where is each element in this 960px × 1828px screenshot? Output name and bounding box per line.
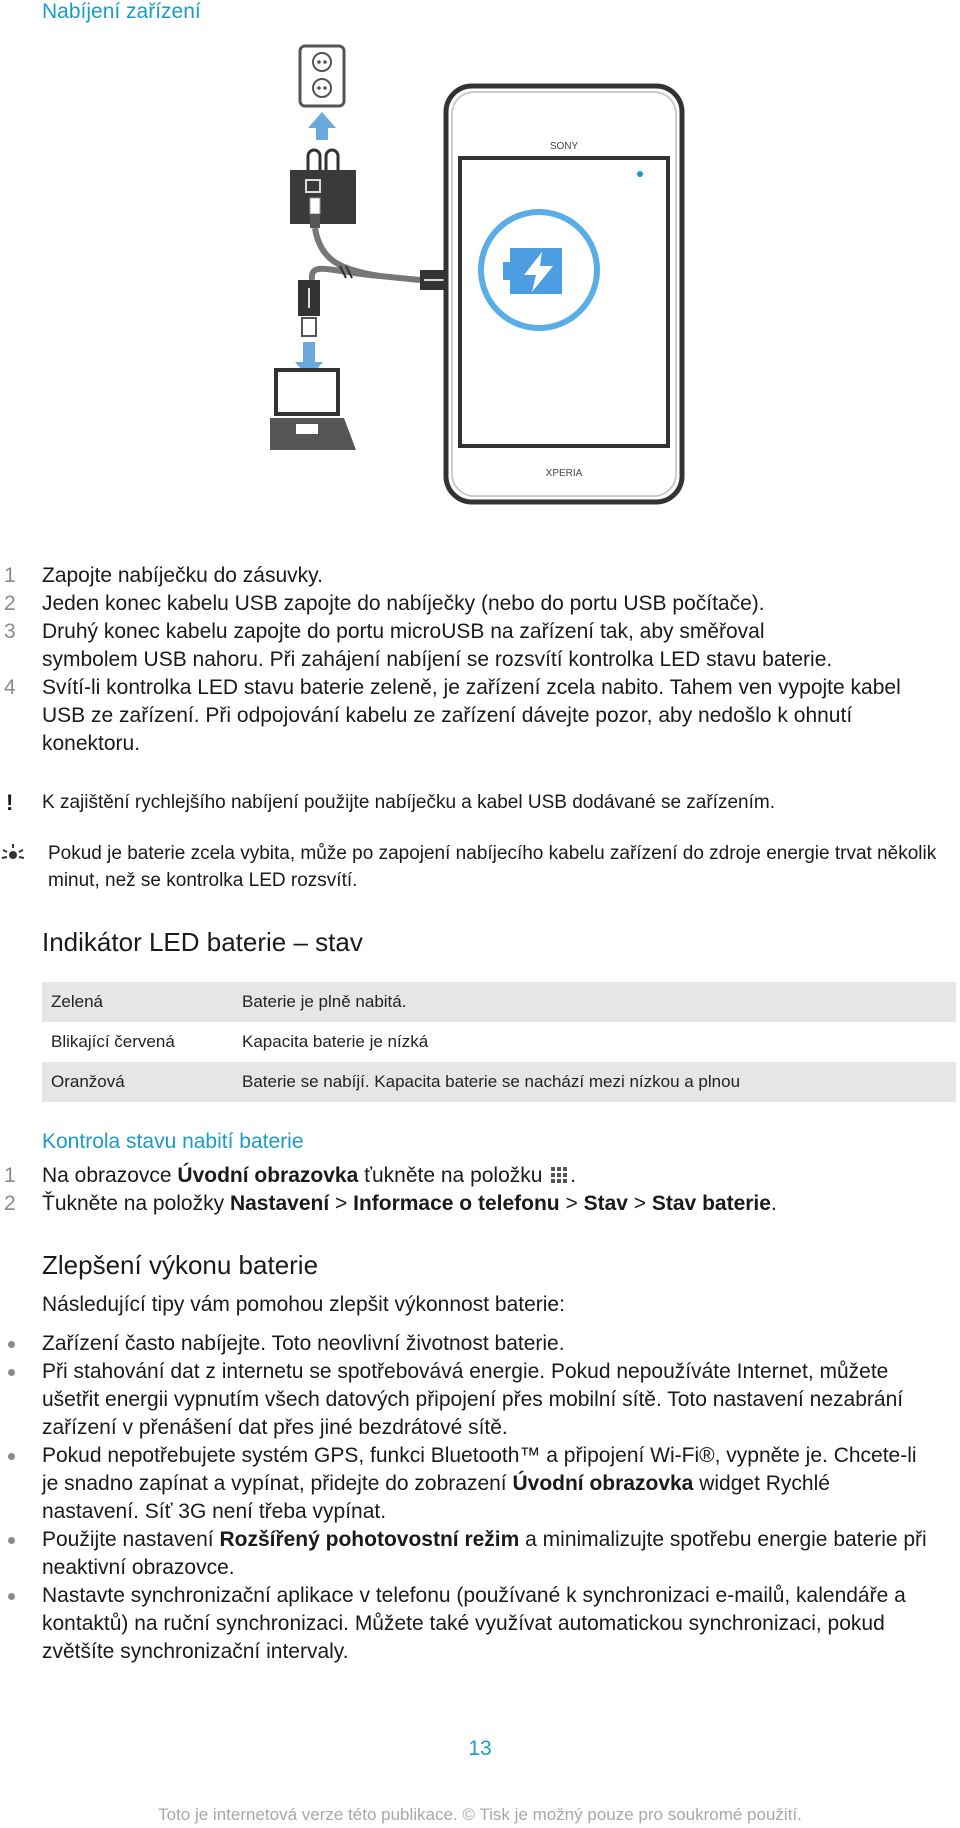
section-title: Nabíjení zařízení [42, 0, 201, 23]
phone-icon [446, 86, 682, 502]
apps-grid-icon [550, 1166, 570, 1184]
table-row: Oranžová Baterie se nabíjí. Kapacita baterie se nachází mezi nízkou a plnou [42, 1062, 956, 1102]
wall-socket-icon [300, 46, 344, 106]
lightbulb-icon [0, 842, 26, 866]
laptop-icon [270, 370, 356, 450]
phone-model-label: XPERIA [545, 468, 583, 479]
check-section-title: Kontrola stavu nabití baterie [42, 1130, 304, 1153]
list-item: Nastavte synchronizační aplikace v telefonu (používané k synchronizaci e-mailů, kalendáře a kontaktů) na ruční synchronizaci. Můžete také využívat automatickou synchronizaci, pokud zvětšíte synchronizační intervaly. [0, 1582, 932, 1666]
charging-illustration [270, 40, 730, 540]
list-item: 2 Jeden konec kabelu USB zapojte do nabíječky (nebo do portu USB počítače). [4, 592, 765, 615]
list-item: Použijte nastavení Rozšířený pohotovostní režim a minimalizujte spotřebu energie baterie při neaktivní obrazovce. [0, 1526, 932, 1582]
check-steps [0, 1162, 960, 1218]
list-item: 3 Druhý konec kabelu zapojte do portu microUSB na zařízení tak, aby směřoval symbolem USB nahoru. Při zahájení nabíjení se rozsvítí kontrolka LED stavu baterie. [4, 620, 833, 671]
tips-list [0, 1330, 932, 1666]
list-item: 2 Ťukněte na položky Nastavení > Informace o telefonu > Stav > Stav baterie. [4, 1192, 777, 1215]
charger-icon [290, 170, 356, 228]
list-item: Pokud nepotřebujete systém GPS, funkci Bluetooth™ a připojení Wi-Fi®, vypněte je. Chcete-li je snadno zapínat a vypínat, přidejte do zobrazení Úvodní obrazovka widget Rychlé nastavení. Síť 3G není třeba vypínat. [0, 1442, 932, 1526]
improve-heading: Zlepšení výkonu baterie [42, 1250, 319, 1280]
list-item: 1 Zapojte nabíječku do zásuvky. [4, 564, 323, 587]
usb-plug-icon [298, 280, 320, 336]
list-item: Zařízení často nabíjejte. Toto neovlivní životnost baterie. [0, 1330, 932, 1358]
list-item: 1 Na obrazovce Úvodní obrazovka ťukněte na položku . [4, 1164, 577, 1187]
list-item: 4 Svítí-li kontrolka LED stavu baterie zeleně, je zařízení zcela nabito. Tahem ven vypojte kabel USB ze zařízení. Při odpojování kabelu ze zařízení dávejte pozor, aby nedošlo k ohnutí konektoru. [4, 676, 901, 755]
arrow-up-icon [308, 112, 336, 140]
page-number: 13 [468, 1737, 492, 1760]
phone-brand-label: SONY [549, 141, 579, 152]
footer-notice: Toto je internetová verze této publikace. © Tisk je možný pouze pro soukromé použití. [158, 1805, 802, 1824]
table-row: Blikající červená Kapacita baterie je nízká [51, 1032, 429, 1051]
exclamation-icon: ! [6, 790, 14, 815]
improve-intro: Následující tipy vám pomohou zlepšit výkonnost baterie: [42, 1293, 565, 1316]
led-status-table [42, 982, 956, 1102]
led-heading: Indikátor LED baterie – stav [42, 927, 363, 957]
list-item: Při stahování dat z internetu se spotřebovává energie. Pokud nepoužíváte Internet, můžete ušetřit energii vypnutím všech datových připojení přes mobilní sítě. Toto nastavení nezabrání zařízení v přenášení dat přes jiné bezdrátové sítě. [0, 1358, 932, 1442]
table-row: Zelená Baterie je plně nabitá. [42, 982, 956, 1022]
charging-steps [0, 562, 960, 758]
